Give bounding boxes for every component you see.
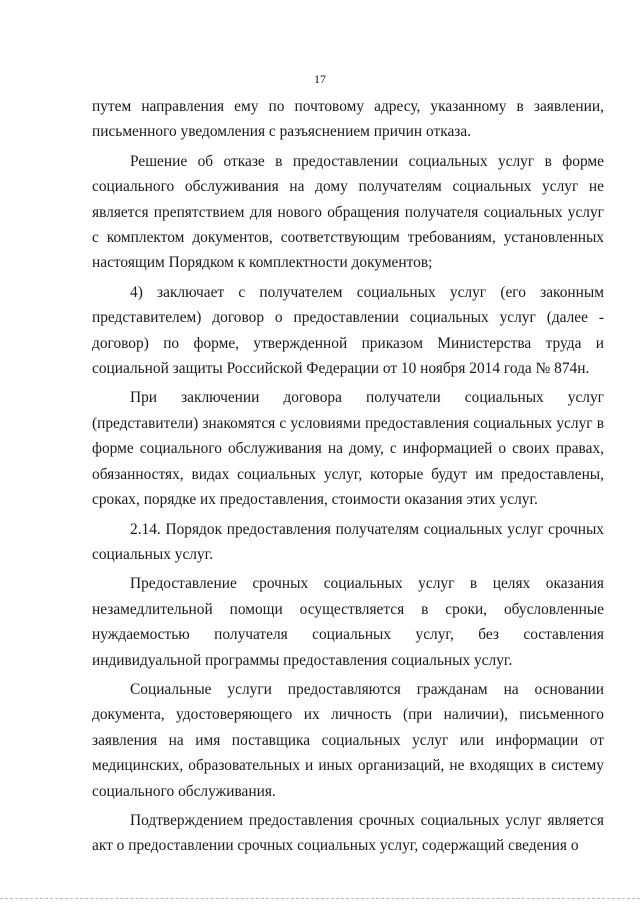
paragraph-confirmation-act: Подтверждением предоставления срочных социальных услуг является акт о предоставлении срочных социальных услуг, содержащий сведения о <box>92 811 604 855</box>
paragraph-refusal-decision: Решение об отказе в предоставлении социальных услуг в форме социального обслуживания на дому получателям социальных услуг не является препятствием для нового обращения получателя социальных услуг с комплектом документов, соответствующим требованиям, установленных настоящим Порядком к комплектности документов; <box>92 152 604 272</box>
paragraph-contract-conditions: При заключении договора получатели социальных услуг (представители) знакомятся с условиями предоставления социальных услуг в форме социального обслуживания на дому, с информацией о своих правах, обязанностях, видах социальных услуг, которые будут им предоставлены, сроках, порядке их предоставления, стоимости оказания этих услуг. <box>92 389 604 509</box>
scan-edge-line <box>0 898 640 899</box>
paragraph-urgent-services: Предоставление срочных социальных услуг в целях оказания незамедлительной помощи осуществляется в сроки, обусловленные нуждаемостью получателя социальных услуг, без составления индивидуальной программы предоставления социальных услуг. <box>92 575 604 669</box>
paragraph-refusal-notice: путем направления ему по почтовому адресу, указанному в заявлении, письменного уведомления с разъяснением причин отказа. <box>92 98 604 141</box>
page-number: 17 <box>314 72 326 86</box>
paragraph-basis-documents: Социальные услуги предоставляются гражданам на основании документа, удостоверяющего их личность (при наличии), письменного заявления на имя поставщика социальных услуг или информации от медицинских, образовательных и иных организаций, не входящих в систему социального обслуживания. <box>92 680 604 800</box>
paragraph-contract: 4) заключает с получателем социальных услуг (его законным представителем) договор о предоставлении социальных услуг (далее - договор) по форме, утвержденной приказом Министерства труда и социальной защиты Российской Федерации от 10 ноября 2014 года № 874н. <box>92 283 604 378</box>
document-body <box>92 94 604 859</box>
section-heading-2-14: 2.14. Порядок предоставления получателям социальных услуг срочных социальных услуг. <box>92 520 604 563</box>
